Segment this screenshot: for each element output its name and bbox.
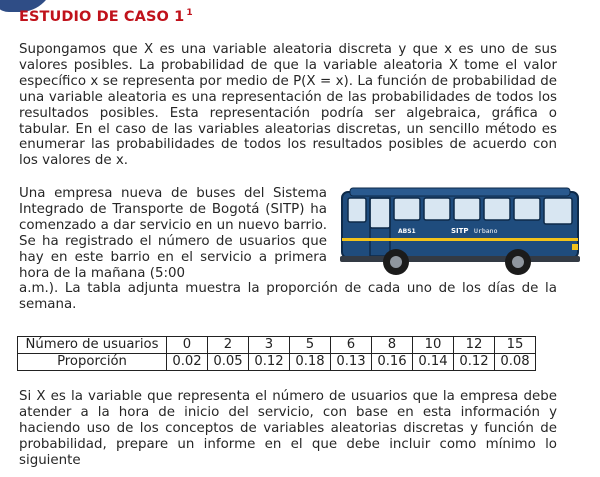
company-paragraph: Una empresa nueva de buses del Sistema Integrado de Transporte de Bogotá (SITP) ha comenzado a dar servicio en un nuevo barrio. Se ha registrado el número de usuarios que hay en este barrio en el servicio a primera hora de la mañana (5:00 <box>19 186 327 281</box>
table-cell: 0.14 <box>413 354 454 371</box>
table-cell: 0.05 <box>208 354 249 371</box>
table-cell: 12 <box>454 337 495 354</box>
table-cell: 0.12 <box>249 354 290 371</box>
task-paragraph: Si X es la variable que representa el número de usuarios que la empresa debe atender a la hora de inicio del servicio, con base en esta información y haciendo uso de los conceptos de variables aleatorias discretas y función de probabilidad, prepare un informe en el que debe incluir como mínimo lo siguiente <box>19 389 557 468</box>
table-cell: 6 <box>331 337 372 354</box>
table-cell: 2 <box>208 337 249 354</box>
table-row-proporcion <box>18 354 536 371</box>
page-title <box>19 8 193 25</box>
table-cell: 0.18 <box>290 354 331 371</box>
table-cell: 15 <box>495 337 536 354</box>
title-number: 1 <box>174 9 185 25</box>
bus-image <box>336 186 584 282</box>
table-cell: 0.16 <box>372 354 413 371</box>
intro-paragraph: Supongamos que X es una variable aleatoria discreta y que x es uno de sus valores posibles. La probabilidad de que la variable aleatoria X tome el valor específico x se representa por medio de P(X = x). La función de probabilidad de una variable aleatoria es una representación de las probabilidades de todos los resultados posibles. Esta representación podría ser algebraica, gráfica o tabular. En el caso de las variables aleatorias discretas, un sencillo método es enumerar las probabilidades de todos los resultados posibles de acuerdo con los valores de x. <box>19 42 557 169</box>
title-text: ESTUDIO DE CASO <box>19 9 169 25</box>
bus-logo-label: SITP <box>451 227 469 235</box>
users-proportion-table <box>17 336 536 371</box>
table-cell: 10 <box>413 337 454 354</box>
table-cell: 3 <box>249 337 290 354</box>
bus-route-label: Urbano <box>474 227 498 235</box>
bus-wheel-rear <box>505 249 531 275</box>
bus-plate-label: ABS1 <box>398 228 416 235</box>
company-paragraph-cont: a.m.). La tabla adjunta muestra la proporción de cada uno de los días de la semana. <box>19 281 557 312</box>
table-cell: 0.13 <box>331 354 372 371</box>
table-cell: 8 <box>372 337 413 354</box>
table-cell: 0 <box>167 337 208 354</box>
bus-wheel-front <box>383 249 409 275</box>
table-cell: 0.02 <box>167 354 208 371</box>
table-cell: 0.08 <box>495 354 536 371</box>
table-cell: 5 <box>290 337 331 354</box>
table-cell: 0.12 <box>454 354 495 371</box>
table-row-usuarios <box>18 337 536 354</box>
table-header-proporcion: Proporción <box>18 354 167 371</box>
title-footnote-mark: 1 <box>186 8 193 18</box>
table-header-usuarios: Número de usuarios <box>18 337 167 354</box>
